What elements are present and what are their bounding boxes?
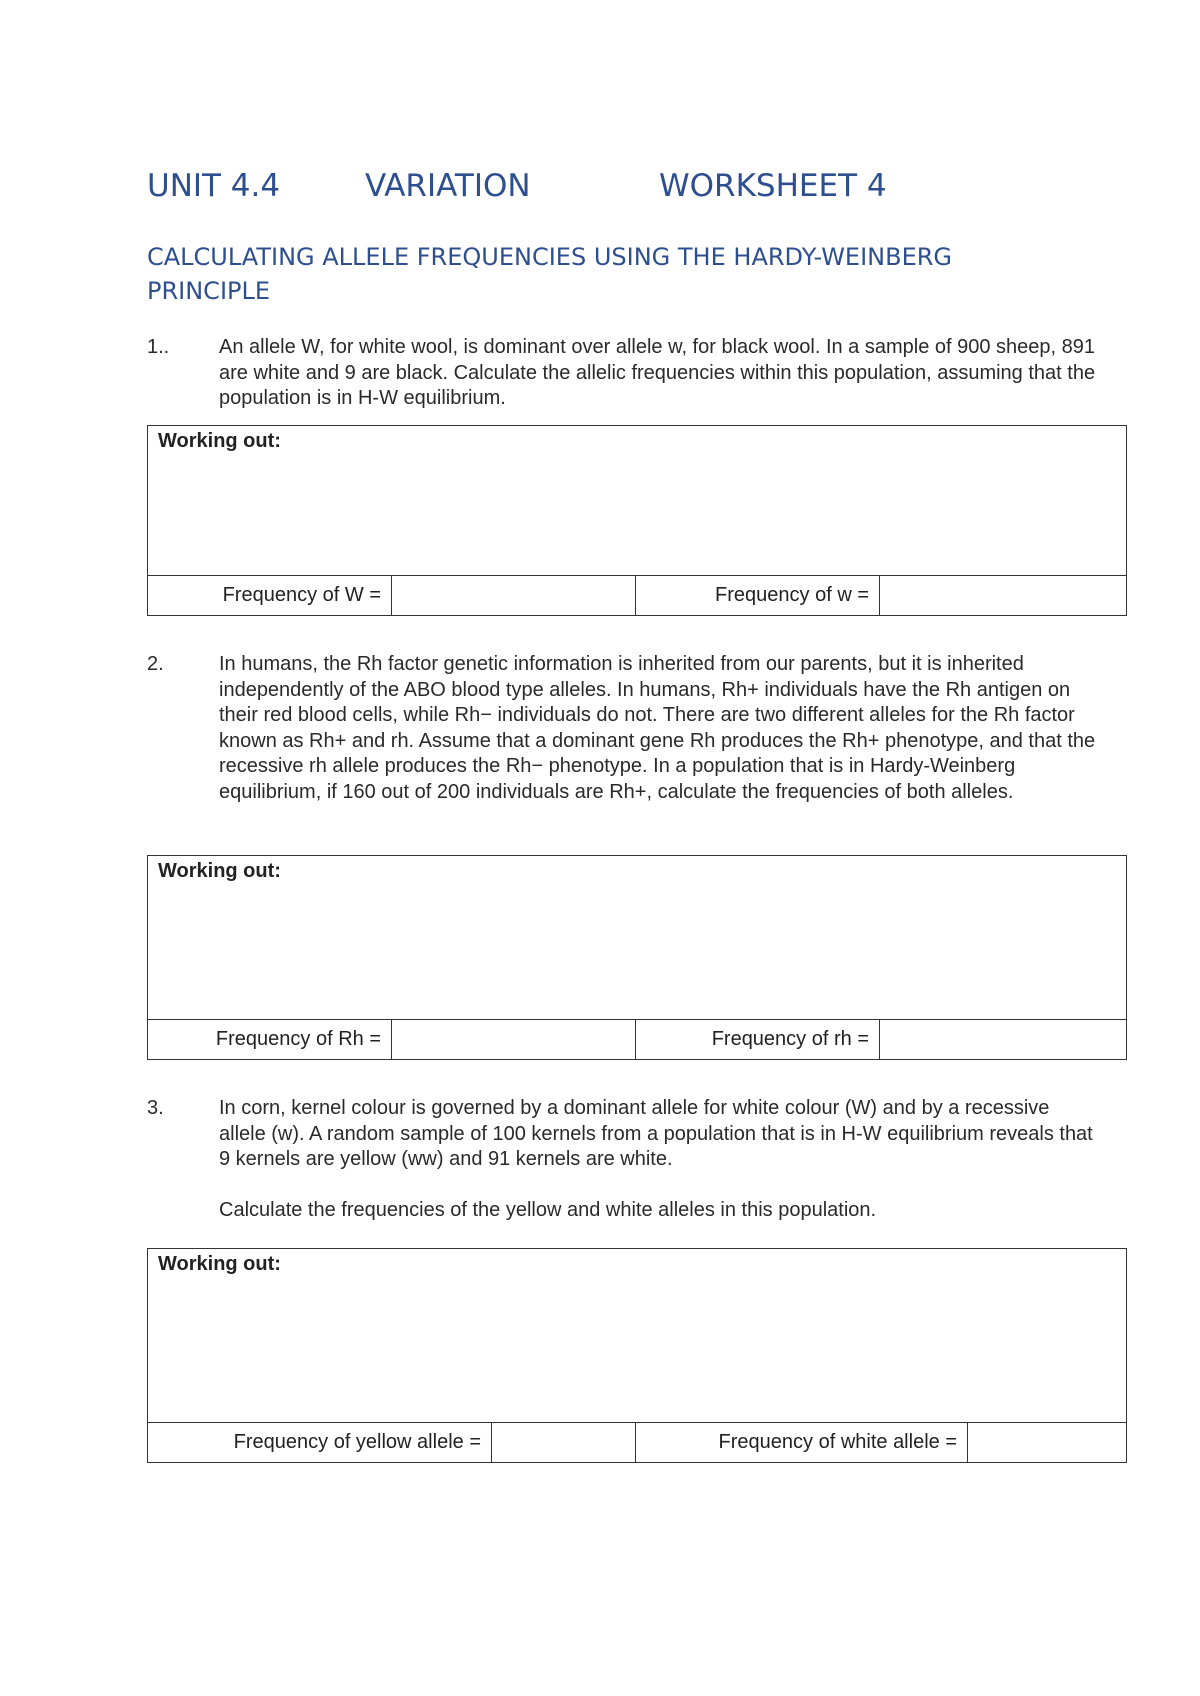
frequency-row — [148, 1020, 1126, 1059]
frequency-label-left: Frequency of Rh = — [148, 1020, 392, 1059]
question-number: 1.. — [147, 336, 170, 358]
working-out-label: Working out: — [158, 860, 281, 882]
question-1 — [147, 335, 1127, 412]
question-paragraph: In humans, the Rh factor genetic information is inherited from our parents, but it is inherited independently of the ABO blood type alleles. In humans, Rh+ individuals have the Rh antigen on their red blood cells, while Rh− individuals do not. There are two different alleles for the Rh factor known as Rh+ and rh. Assume that a dominant gene Rh produces the Rh+ phenotype, and that the recessive rh allele produces the Rh− phenotype. In a population that is in Hardy-Weinberg equilibrium, if 160 out of 200 individuals are Rh+, calculate the frequencies of both alleles. — [219, 653, 1096, 803]
working-out-area[interactable] — [148, 1249, 1126, 1423]
question-number: 2. — [147, 653, 164, 675]
question-text — [219, 335, 1099, 412]
question-text — [219, 1096, 1099, 1223]
frequency-answer-left[interactable] — [492, 1423, 636, 1462]
frequency-answer-left[interactable] — [392, 576, 636, 615]
frequency-answer-right[interactable] — [968, 1423, 1126, 1462]
frequency-label-right: Frequency of rh = — [636, 1020, 880, 1059]
question-2 — [147, 652, 1127, 805]
frequency-label-right: Frequency of white allele = — [636, 1423, 968, 1462]
worksheet-header — [147, 168, 1127, 212]
working-out-area[interactable] — [148, 426, 1126, 576]
question-paragraph: Calculate the frequencies of the yellow and white alleles in this population. — [219, 1198, 877, 1221]
unit-number: UNIT 4.4 — [147, 168, 281, 204]
frequency-answer-left[interactable] — [392, 1020, 636, 1059]
answer-box-2 — [147, 855, 1127, 1060]
frequency-answer-right[interactable] — [880, 1020, 1126, 1059]
question-paragraph: An allele W, for white wool, is dominant over allele w, for black wool. In a sample of 900 sheep, 891 are white and 9 are black. Calculate the allelic frequencies within this population, assuming that the population is in H-W equilibrium. — [219, 336, 1096, 409]
working-out-label: Working out: — [158, 430, 281, 452]
question-paragraph: In corn, kernel colour is governed by a dominant allele for white colour (W) and by a recessive allele (w). A random sample of 100 kernels from a population that is in H-W equilibrium reveals that 9 kernels are yellow (ww) and 91 kernels are white. — [219, 1097, 1093, 1170]
frequency-row — [148, 1423, 1126, 1462]
unit-topic: VARIATION — [365, 168, 531, 204]
frequency-label-right: Frequency of w = — [636, 576, 880, 615]
frequency-label-left: Frequency of W = — [148, 576, 392, 615]
worksheet-number: WORKSHEET 4 — [659, 168, 887, 204]
working-out-area[interactable] — [148, 856, 1126, 1020]
question-number: 3. — [147, 1097, 164, 1119]
worksheet-subtitle: CALCULATING ALLELE FREQUENCIES USING THE HARDY-WEINBERG PRINCIPLE — [147, 243, 953, 305]
frequency-row — [148, 576, 1126, 615]
answer-box-3 — [147, 1248, 1127, 1463]
frequency-label-left: Frequency of yellow allele = — [148, 1423, 492, 1462]
question-text — [219, 652, 1099, 805]
frequency-answer-right[interactable] — [880, 576, 1126, 615]
answer-box-1 — [147, 425, 1127, 616]
working-out-label: Working out: — [158, 1253, 281, 1275]
question-3 — [147, 1096, 1127, 1223]
